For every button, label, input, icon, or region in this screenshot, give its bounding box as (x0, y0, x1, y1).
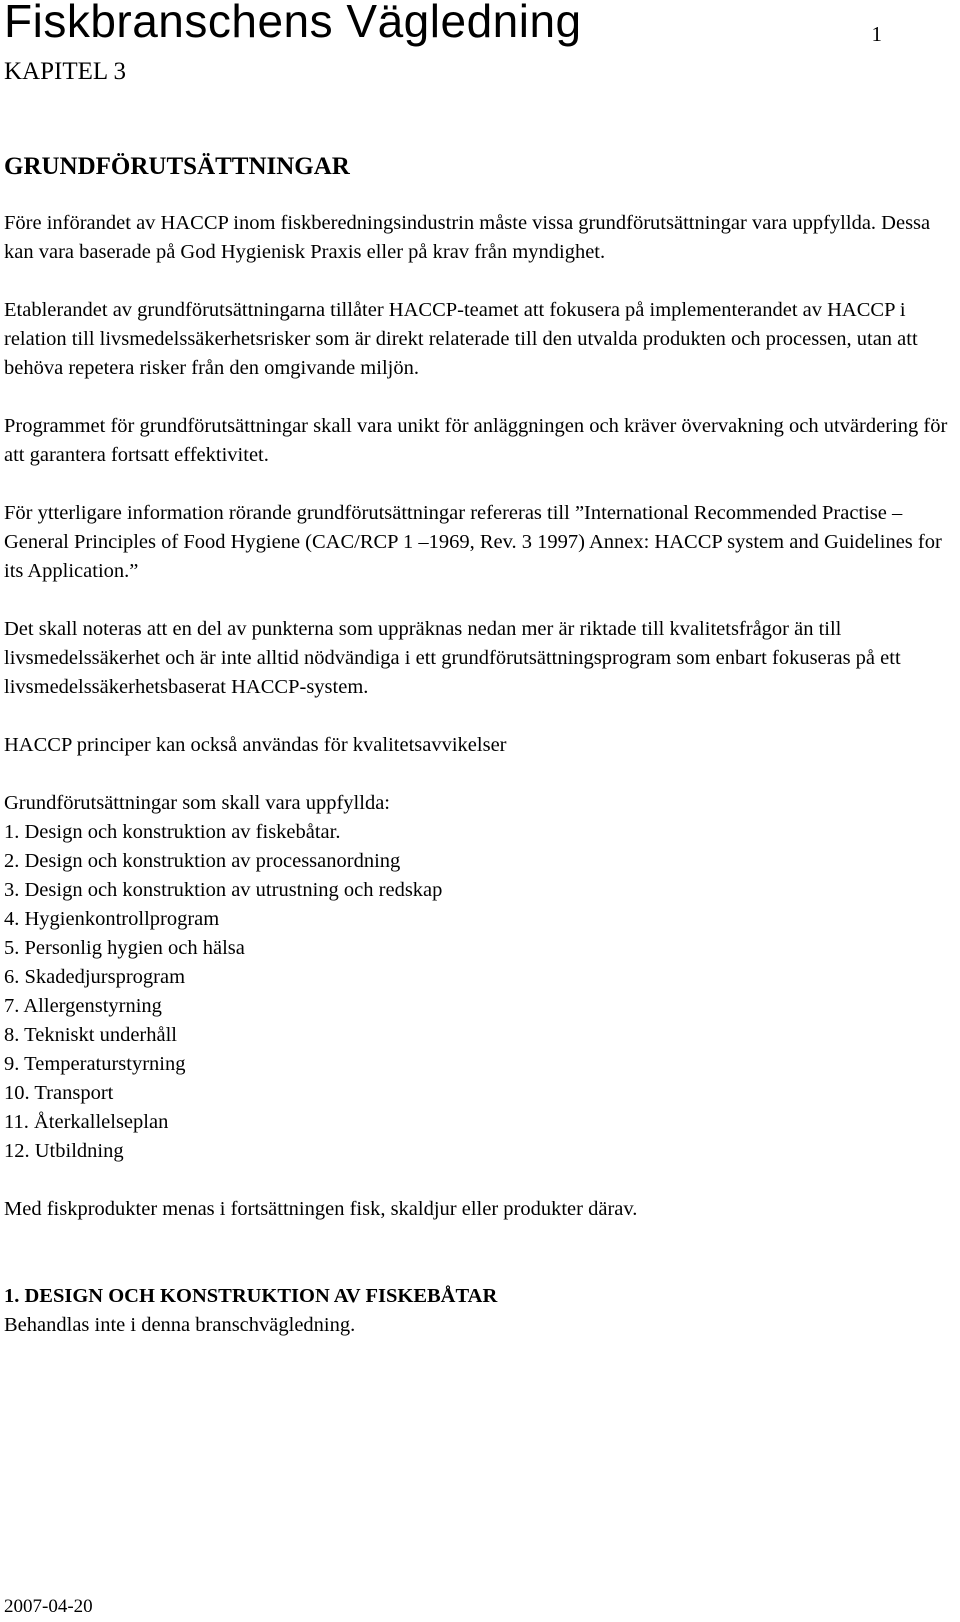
definition-paragraph: Med fiskprodukter menas i fortsättningen fisk, skaldjur eller produkter därav. (4, 1198, 638, 1220)
paragraph-haccp-quality: HACCP principer kan också användas för kvalitetsavvikelser (4, 734, 507, 756)
document-header-title: Fiskbranschens Vägledning (4, 0, 582, 47)
subsection-text: Behandlas inte i denna branschvägledning. (4, 1314, 356, 1336)
paragraph-program: Programmet för grundförutsättningar skall vara unikt för anläggningen och kräver övervakning och utvärdering för att garantera fortsatt effektivitet. (4, 415, 948, 466)
list-intro: Grundförutsättningar som skall vara uppfyllda: (4, 792, 390, 814)
list-item: 7. Allergenstyrning (4, 995, 162, 1017)
document-body (4, 152, 956, 1340)
list-item: 12. Utbildning (4, 1140, 124, 1162)
list-item: 11. Återkallelseplan (4, 1111, 169, 1133)
list-item: 4. Hygienkontrollprogram (4, 908, 220, 930)
list-item: 5. Personlig hygien och hälsa (4, 937, 245, 959)
paragraph-establishment: Etablerandet av grundförutsättningarna tillåter HACCP-teamet att fokusera på implementerandet av HACCP i relation till livsmedelssäkerhetsrisker som är direkt relaterade till den utvalda produkten och processen, utan att behöva repetera risker från den omgivande miljön. (4, 299, 918, 379)
paragraph-intro: Före införandet av HACCP inom fiskberedningsindustrin måste vissa grundförutsättningar vara uppfyllda. Dessa kan vara baserade på God Hygienisk Praxis eller på krav från myndighet. (4, 212, 931, 263)
list-item: 10. Transport (4, 1082, 114, 1104)
paragraph-note: Det skall noteras att en del av punkterna som uppräknas nedan mer är riktade till kvalitetsfrågor än till livsmedelssäkerhet och är inte alltid nödvändiga i ett grundförutsättningsprogram som enbart fokuseras på ett livsmedelssäkerhetsbaserat HACCP-system. (4, 618, 901, 698)
prerequisites-list (4, 818, 956, 1166)
list-item: 1. Design och konstruktion av fiskebåtar. (4, 821, 341, 843)
list-item: 2. Design och konstruktion av processanordning (4, 850, 401, 872)
list-item: 3. Design och konstruktion av utrustning och redskap (4, 879, 443, 901)
page-number: 1 (871, 22, 882, 46)
subsection-heading: 1. DESIGN OCH KONSTRUKTION AV FISKEBÅTAR (4, 1285, 498, 1307)
section-title: GRUNDFÖRUTSÄTTNINGAR (4, 153, 350, 180)
list-item: 8. Tekniskt underhåll (4, 1024, 177, 1046)
chapter-label: KAPITEL 3 (4, 58, 126, 85)
list-item: 6. Skadedjursprogram (4, 966, 186, 988)
list-item: 9. Temperaturstyrning (4, 1053, 186, 1075)
paragraph-reference: För ytterligare information rörande grundförutsättningar refereras till ”International Recommended Practise – General Principles of Food Hygiene (CAC/RCP 1 –1969, Rev. 3 1997) Annex: HACCP system and Guidelines for its Application.” (4, 502, 942, 582)
footer-date: 2007-04-20 (4, 1596, 93, 1617)
